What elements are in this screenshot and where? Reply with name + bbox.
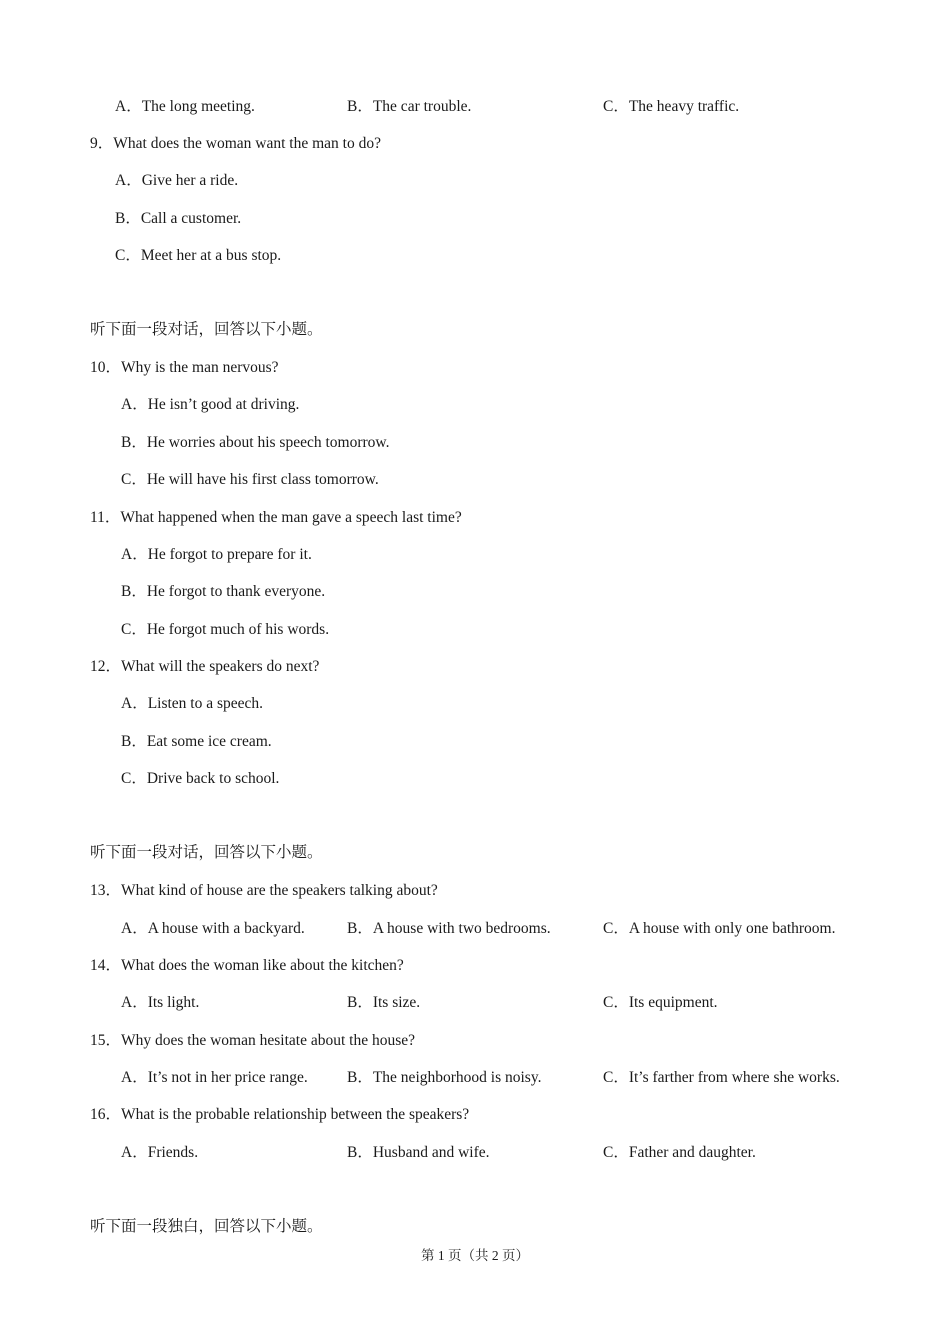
question-text: 13．What kind of house are the speakers talking about? xyxy=(90,882,438,899)
option-b: B．He forgot to thank everyone. xyxy=(121,583,326,600)
option-b: B．A house with two bedrooms. xyxy=(347,920,551,937)
section-heading: 听下面一段对话，回答以下小题。 xyxy=(90,321,323,338)
section-heading: 听下面一段对话，回答以下小题。 xyxy=(90,844,323,861)
question-text: 10．Why is the man nervous? xyxy=(90,359,279,376)
option-b: B．Husband and wife. xyxy=(347,1144,490,1161)
option-c: C．A house with only one bathroom. xyxy=(603,920,836,937)
option-a: A．Its light. xyxy=(121,994,200,1011)
question-text: 9．What does the woman want the man to do? xyxy=(90,135,381,152)
option-a: A．He isn’t good at driving. xyxy=(121,396,300,413)
option-b: B．He worries about his speech tomorrow. xyxy=(121,434,390,451)
option-b: B．Its size. xyxy=(347,994,421,1011)
option-a: A．Give her a ride. xyxy=(115,172,239,189)
option-a: A．Listen to a speech. xyxy=(121,695,264,712)
option-c: C．He will have his first class tomorrow. xyxy=(121,471,379,488)
option-b: B．Call a customer. xyxy=(115,210,242,227)
option-a: A．It’s not in her price range. xyxy=(121,1069,308,1086)
question-text: 15．Why does the woman hesitate about the house? xyxy=(90,1032,415,1049)
option-a: A．Friends. xyxy=(121,1144,199,1161)
option-a: A．The long meeting. xyxy=(115,98,255,115)
option-c: C．Meet her at a bus stop. xyxy=(115,247,282,264)
question-text: 12．What will the speakers do next? xyxy=(90,658,320,675)
question-text: 14．What does the woman like about the kitchen? xyxy=(90,957,404,974)
option-b: B．Eat some ice cream. xyxy=(121,733,272,750)
option-b: B．The car trouble. xyxy=(347,98,472,115)
option-c: C．Its equipment. xyxy=(603,994,718,1011)
option-c: C．Drive back to school. xyxy=(121,770,280,787)
option-b: B．The neighborhood is noisy. xyxy=(347,1069,542,1086)
section-heading: 听下面一段独白，回答以下小题。 xyxy=(90,1218,323,1235)
option-a: A．He forgot to prepare for it. xyxy=(121,546,312,563)
option-c: C．He forgot much of his words. xyxy=(121,621,330,638)
question-text: 16．What is the probable relationship between the speakers? xyxy=(90,1106,470,1123)
option-c: C．It’s farther from where she works. xyxy=(603,1069,840,1086)
page-footer: 第 1 页（共 2 页） xyxy=(421,1248,529,1263)
option-c: C．Father and daughter. xyxy=(603,1144,756,1161)
option-c: C．The heavy traffic. xyxy=(603,98,740,115)
option-a: A．A house with a backyard. xyxy=(121,920,305,937)
question-text: 11．What happened when the man gave a speech last time? xyxy=(90,509,462,526)
